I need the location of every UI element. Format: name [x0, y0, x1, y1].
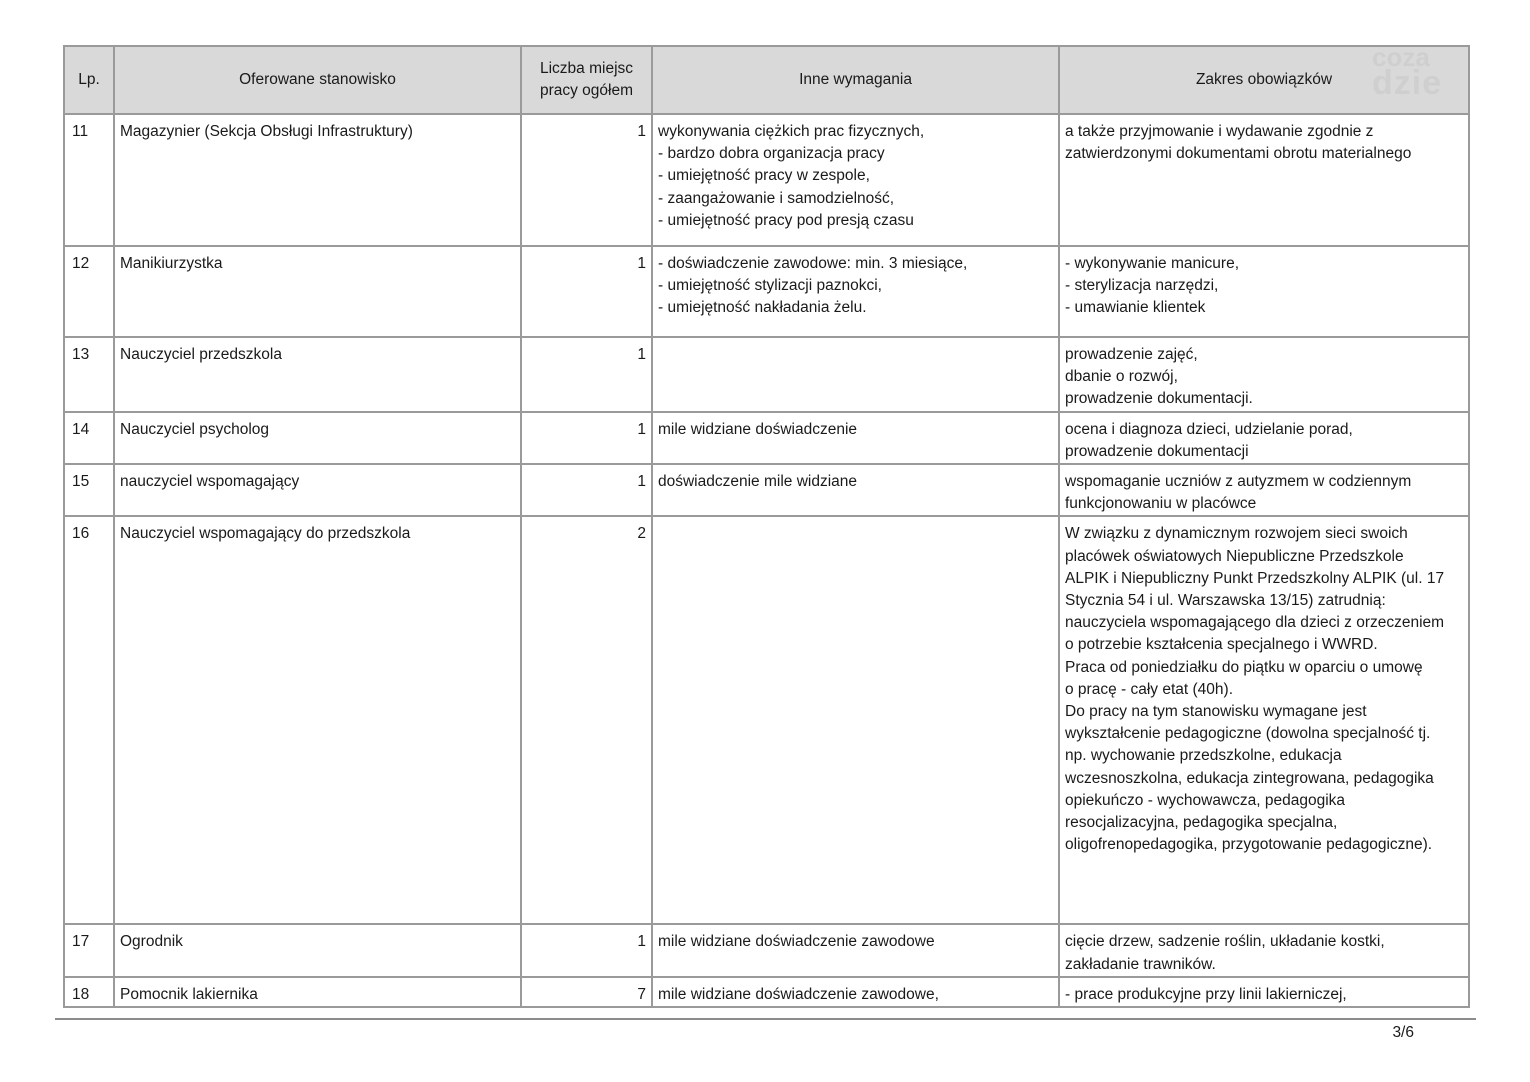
- cell-duties: [1059, 412, 1469, 464]
- cell-count: 1: [521, 412, 652, 464]
- duty-line: funkcjonowaniu w placówce: [1065, 495, 1257, 513]
- requirement-line: - bardzo dobra organizacja pracy: [658, 145, 885, 163]
- header-count: [521, 46, 652, 114]
- table-row: [64, 464, 1469, 516]
- cell-position: Manikiurzystka: [114, 246, 521, 337]
- duty-line: np. wychowanie przedszkolne, edukacja: [1065, 747, 1342, 765]
- cell-lp: 12: [64, 246, 114, 337]
- duty-line: nauczyciela wspomagającego dla dzieci z orzeczeniem: [1065, 614, 1445, 632]
- cell-count: 1: [521, 924, 652, 976]
- cell-requirements: [652, 412, 1059, 464]
- job-offers-table-wrapper: [63, 45, 1468, 1008]
- requirement-line: wykonywania ciężkich prac fizycznych,: [658, 123, 925, 140]
- duty-line: opiekuńczo - wychowawcza, pedagogika: [1065, 791, 1346, 809]
- requirement-line: doświadczenie mile widziane: [658, 473, 858, 491]
- header-position: Oferowane stanowisko: [114, 46, 521, 114]
- requirement-line: - umiejętność nakładania żelu.: [658, 299, 867, 317]
- header-requirements: Inne wymagania: [652, 46, 1059, 114]
- duty-line: dbanie o rozwój,: [1065, 368, 1178, 386]
- cell-requirements: [652, 924, 1059, 976]
- table-row: [64, 337, 1469, 412]
- cell-position: Ogrodnik: [114, 924, 521, 976]
- cell-requirements: [652, 464, 1059, 516]
- table-row: [64, 246, 1469, 337]
- table-row: [64, 516, 1469, 924]
- cell-position: Nauczyciel przedszkola: [114, 337, 521, 412]
- duty-line: ALPIK i Niepubliczny Punkt Przedszkolny ALPIK (ul. 17: [1065, 569, 1445, 587]
- requirement-line: - doświadczenie zawodowe: min. 3 miesiące,: [658, 255, 968, 272]
- cell-count: 1: [521, 246, 652, 337]
- duty-line: zatwierdzonymi dokumentami obrotu materialnego: [1065, 145, 1412, 163]
- header-lp: Lp.: [64, 46, 114, 114]
- duty-line: o potrzebie kształcenia specjalnego i WWRD.: [1065, 636, 1378, 654]
- requirement-line: - zaangażowanie i samodzielność,: [658, 189, 895, 207]
- cell-lp: 18: [64, 977, 114, 1007]
- cell-position: Magazynier (Sekcja Obsługi Infrastruktury): [114, 114, 521, 246]
- job-offers-table: [63, 45, 1470, 1008]
- cell-position: nauczyciel wspomagający: [114, 464, 521, 516]
- duty-line: Stycznia 54 i ul. Warszawska 13/15) zatrudnią:: [1065, 592, 1386, 610]
- cell-duties: [1059, 464, 1469, 516]
- cell-requirements: [652, 516, 1059, 924]
- duty-line: prowadzenie zajęć,: [1065, 346, 1198, 363]
- cell-duties: [1059, 246, 1469, 337]
- cell-count: 1: [521, 114, 652, 246]
- cell-requirements: [652, 114, 1059, 246]
- cell-count: 7: [521, 977, 652, 1007]
- duty-line: wczesnoszkolna, edukacja zintegrowana, pedagogika: [1065, 769, 1434, 787]
- duty-line: o pracę - cały etat (40h).: [1065, 680, 1233, 698]
- cell-position: Nauczyciel wspomagający do przedszkola: [114, 516, 521, 924]
- cell-requirements: [652, 977, 1059, 1007]
- footer-divider: [55, 1018, 1476, 1020]
- duty-line: ocena i diagnoza dzieci, udzielanie porad,: [1065, 420, 1353, 438]
- cell-duties: [1059, 924, 1469, 976]
- duty-line: - wykonywanie manicure,: [1065, 255, 1240, 272]
- cell-lp: 14: [64, 412, 114, 464]
- requirement-line: - umiejętność pracy pod presją czasu: [658, 211, 914, 229]
- cell-count: 1: [521, 464, 652, 516]
- duty-line: prowadzenie dokumentacji: [1065, 442, 1249, 460]
- header-duties: Zakres obowiązków: [1059, 46, 1469, 114]
- cell-lp: 13: [64, 337, 114, 412]
- table-row: [64, 412, 1469, 464]
- cell-lp: 11: [64, 114, 114, 246]
- table-row: [64, 924, 1469, 976]
- table-body: [64, 114, 1469, 1007]
- table-row: [64, 977, 1469, 1007]
- duty-line: placówek oświatowych Niepubliczne Przedszkole: [1065, 547, 1404, 565]
- duty-line: zakładanie trawników.: [1065, 955, 1216, 973]
- duty-line: wspomaganie uczniów z autyzmem w codziennym: [1065, 473, 1412, 491]
- duty-line: - umawianie klientek: [1065, 299, 1206, 317]
- requirement-line: mile widziane doświadczenie: [658, 420, 858, 438]
- duty-line: Praca od poniedziałku do piątku w oparciu o umowę: [1065, 658, 1423, 676]
- table-header-row: [64, 46, 1469, 114]
- duty-line: W związku z dynamicznym rozwojem sieci swoich: [1065, 525, 1408, 543]
- header-count-line2: pracy ogółem: [539, 82, 634, 99]
- cell-lp: 17: [64, 924, 114, 976]
- duty-line: prowadzenie dokumentacji.: [1065, 390, 1253, 408]
- cell-lp: 15: [64, 464, 114, 516]
- duty-line: - prace produkcyjne przy linii lakierniczej,: [1065, 985, 1347, 1003]
- cell-duties: [1059, 114, 1469, 246]
- page-number: 3/6: [1392, 1024, 1414, 1041]
- duty-line: Do pracy na tym stanowisku wymagane jest: [1065, 703, 1367, 721]
- cell-duties: [1059, 337, 1469, 412]
- requirement-line: mile widziane doświadczenie zawodowe: [658, 933, 935, 951]
- cell-count: 1: [521, 337, 652, 412]
- watermark-bottom: dzie: [1372, 64, 1443, 102]
- duty-line: wykształcenie pedagogiczne (dowolna specjalność tj.: [1065, 725, 1431, 743]
- duty-line: oligofrenopedagogika, przygotowanie pedagogiczne).: [1065, 836, 1433, 854]
- cell-duties: [1059, 516, 1469, 924]
- table-row: [64, 114, 1469, 246]
- requirement-line: - umiejętność stylizacji paznokci,: [658, 277, 882, 295]
- header-count-line1: Liczba miejsc: [539, 59, 634, 77]
- duty-line: - sterylizacja narzędzi,: [1065, 277, 1219, 295]
- cell-position: Nauczyciel psycholog: [114, 412, 521, 464]
- cell-requirements: [652, 337, 1059, 412]
- cell-position: Pomocnik lakiernika: [114, 977, 521, 1007]
- duty-line: a także przyjmowanie i wydawanie zgodnie z: [1065, 123, 1374, 140]
- duty-line: resocjalizacyjna, pedagogika specjalna,: [1065, 814, 1338, 832]
- cell-duties: [1059, 977, 1469, 1007]
- cell-lp: 16: [64, 516, 114, 924]
- requirement-line: - umiejętność pracy w zespole,: [658, 167, 870, 185]
- duty-line: cięcie drzew, sadzenie roślin, układanie kostki,: [1065, 933, 1385, 951]
- requirement-line: mile widziane doświadczenie zawodowe,: [658, 985, 939, 1003]
- cell-requirements: [652, 246, 1059, 337]
- cell-count: 2: [521, 516, 652, 924]
- watermark-top: coza: [1372, 42, 1430, 72]
